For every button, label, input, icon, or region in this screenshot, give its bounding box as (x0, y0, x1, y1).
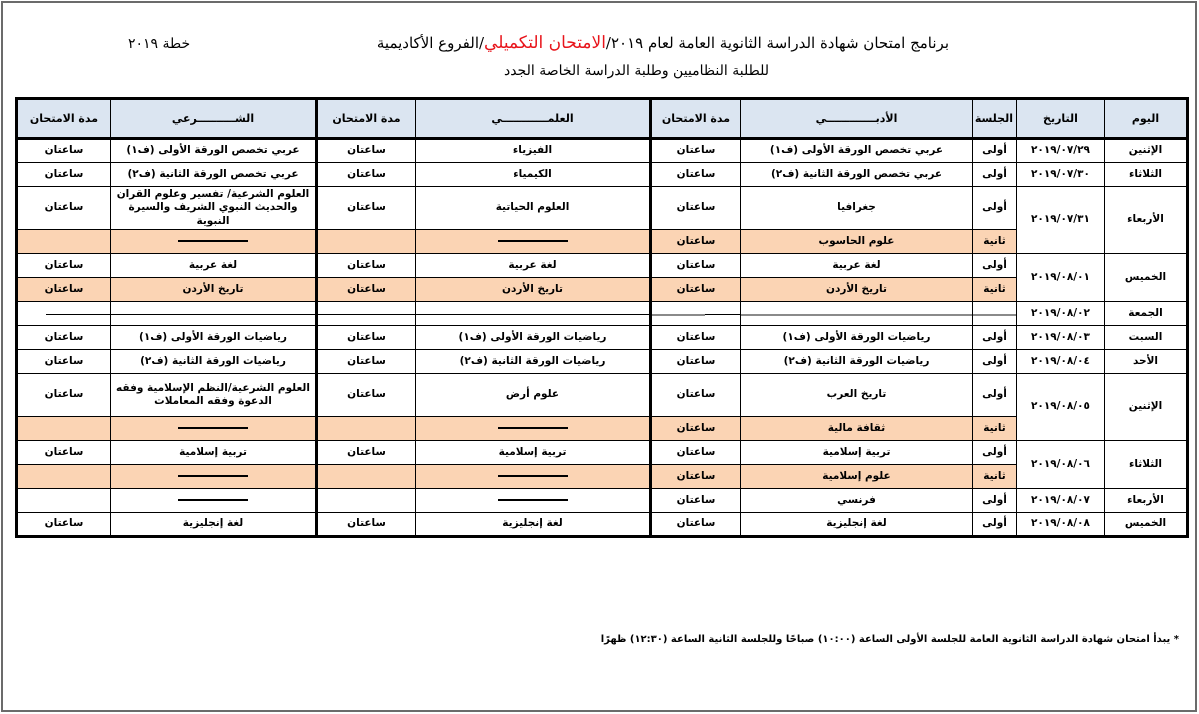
col-header-sharia: الشــــــــــرعي (111, 99, 317, 139)
title-block (0, 0, 1199, 95)
sharia-cell: عربي تخصص الورقة الأولى (ف١) (111, 139, 317, 163)
day-cell: الثلاثاء (1105, 163, 1188, 187)
day-cell: الجمعة (1105, 302, 1188, 326)
literary-cell: رياضيات الورقة الثانية (ف٢) (741, 350, 973, 374)
page-title (377, 33, 949, 53)
duration-cell: ساعتان (17, 278, 111, 302)
sharia-cell: العلوم الشرعية/النظم الإسلامية وفقه الدعوة وفقه المعاملات (111, 374, 317, 417)
scientific-cell: العلوم الحياتية (416, 187, 651, 230)
plan-label: خطة ٢٠١٩ (128, 36, 191, 52)
literary-cell (741, 302, 973, 326)
table-row (17, 326, 1188, 350)
literary-cell: لغة إنجليزية (741, 513, 973, 537)
date-cell: ٢٠١٩/٠٨/٠٦ (1017, 441, 1105, 489)
duration-cell: ساعتان (651, 187, 741, 230)
col-header-day: اليوم (1105, 99, 1188, 139)
col-header-sharia-duration: مدة الامتحان (17, 99, 111, 139)
literary-cell: جغرافيا (741, 187, 973, 230)
day-cell: الأربعاء (1105, 489, 1188, 513)
empty-dash (178, 427, 248, 429)
sharia-cell (111, 489, 317, 513)
table-header-row (17, 99, 1188, 139)
session-cell: أولى (973, 163, 1017, 187)
duration-cell: ساعتان (317, 513, 416, 537)
duration-cell: ساعتان (317, 326, 416, 350)
sharia-cell: عربي تخصص الورقة الثانية (ف٢) (111, 163, 317, 187)
day-cell: السبت (1105, 326, 1188, 350)
empty-dash (498, 499, 568, 501)
session-cell: ثانية (973, 417, 1017, 441)
duration-cell: ساعتان (317, 254, 416, 278)
col-header-scientific: العلمــــــــــــي (416, 99, 651, 139)
date-cell: ٢٠١٩/٠٨/٠٣ (1017, 326, 1105, 350)
scientific-cell (416, 417, 651, 441)
literary-cell: لغة عربية (741, 254, 973, 278)
literary-cell: تاريخ الأردن (741, 278, 973, 302)
duration-cell (317, 465, 416, 489)
duration-cell (651, 302, 741, 326)
literary-cell: تربية إسلامية (741, 441, 973, 465)
scientific-cell: تاريخ الأردن (416, 278, 651, 302)
scientific-cell (416, 302, 651, 326)
duration-cell: ساعتان (651, 489, 741, 513)
empty-dash (178, 240, 248, 242)
sharia-cell: تربية إسلامية (111, 441, 317, 465)
scientific-cell: الفيزياء (416, 139, 651, 163)
session-cell: أولى (973, 374, 1017, 417)
duration-cell: ساعتان (17, 163, 111, 187)
duration-cell: ساعتان (651, 374, 741, 417)
scientific-cell: علوم أرض (416, 374, 651, 417)
no-exam-line (973, 314, 1016, 316)
date-cell: ٢٠١٩/٠٧/٢٩ (1017, 139, 1105, 163)
duration-cell: ساعتان (317, 350, 416, 374)
literary-cell: ثقافة مالية (741, 417, 973, 441)
duration-cell (317, 489, 416, 513)
no-exam-line (46, 314, 110, 315)
date-cell: ٢٠١٩/٠٨/٠٤ (1017, 350, 1105, 374)
scientific-cell (416, 465, 651, 489)
duration-cell: ساعتان (17, 254, 111, 278)
table-row (17, 278, 1188, 302)
session-cell: أولى (973, 513, 1017, 537)
session-cell: أولى (973, 489, 1017, 513)
col-header-scientific-duration: مدة الامتحان (317, 99, 416, 139)
duration-cell: ساعتان (317, 187, 416, 230)
table-row (17, 163, 1188, 187)
duration-cell: ساعتان (317, 163, 416, 187)
duration-cell: ساعتان (651, 417, 741, 441)
no-exam-line (416, 314, 649, 315)
duration-cell: ساعتان (317, 139, 416, 163)
duration-cell: ساعتان (651, 278, 741, 302)
empty-dash (498, 427, 568, 429)
session-cell: أولى (973, 254, 1017, 278)
table-row (17, 374, 1188, 417)
duration-cell: ساعتان (17, 513, 111, 537)
duration-cell (17, 230, 111, 254)
literary-cell: فرنسي (741, 489, 973, 513)
sharia-cell (111, 417, 317, 441)
no-exam-line (652, 314, 705, 316)
day-cell: الأحد (1105, 350, 1188, 374)
sharia-cell: تاريخ الأردن (111, 278, 317, 302)
title-accent: الامتحان التكميلي (484, 33, 606, 53)
duration-cell (317, 302, 416, 326)
table-row (17, 230, 1188, 254)
no-exam-line (741, 314, 972, 316)
table-row (17, 139, 1188, 163)
session-cell: ثانية (973, 230, 1017, 254)
duration-cell (317, 417, 416, 441)
duration-cell: ساعتان (317, 441, 416, 465)
literary-cell: رياضيات الورقة الأولى (ف١) (741, 326, 973, 350)
sharia-cell: رياضيات الورقة الثانية (ف٢) (111, 350, 317, 374)
sharia-cell: لغة إنجليزية (111, 513, 317, 537)
day-cell: الخميس (1105, 513, 1188, 537)
duration-cell: ساعتان (17, 350, 111, 374)
no-exam-line (705, 314, 740, 315)
scientific-cell: رياضيات الورقة الأولى (ف١) (416, 326, 651, 350)
sharia-cell: رياضيات الورقة الأولى (ف١) (111, 326, 317, 350)
duration-cell: ساعتان (17, 326, 111, 350)
title-part1: برنامج امتحان شهادة الدراسة الثانوية العامة لعام ٢٠١٩/ (605, 34, 949, 52)
col-header-literary: الأدبـــــــــــــي (741, 99, 973, 139)
no-exam-line (111, 314, 315, 315)
duration-cell: ساعتان (651, 163, 741, 187)
session-cell (973, 302, 1017, 326)
sharia-cell: العلوم الشرعية/ تفسير وعلوم القران والحديث النبوي الشريف والسيرة النبوية (111, 187, 317, 230)
duration-cell: ساعتان (17, 139, 111, 163)
table-row (17, 489, 1188, 513)
no-exam-line (318, 314, 415, 315)
empty-dash (498, 240, 568, 242)
table-row (17, 187, 1188, 230)
session-cell: ثانية (973, 278, 1017, 302)
duration-cell (17, 417, 111, 441)
table-row (17, 417, 1188, 441)
table-row-friday (17, 302, 1188, 326)
table-row (17, 513, 1188, 537)
literary-cell: عربي تخصص الورقة الأولى (ف١) (741, 139, 973, 163)
table-row (17, 350, 1188, 374)
session-cell: أولى (973, 139, 1017, 163)
empty-dash (498, 475, 568, 477)
exam-schedule-table (15, 97, 1189, 538)
scientific-cell: الكيمياء (416, 163, 651, 187)
day-cell: الإثنين (1105, 139, 1188, 163)
duration-cell: ساعتان (651, 350, 741, 374)
duration-cell: ساعتان (651, 465, 741, 489)
scientific-cell: لغة إنجليزية (416, 513, 651, 537)
col-header-literary-duration: مدة الامتحان (651, 99, 741, 139)
footnote: * يبدأ امتحان شهادة الدراسة الثانوية العامة للجلسة الأولى الساعة (١٠:٠٠) صباحًا وللجلسة الثانية الساعة (١٢:٣٠) ظهرًا (600, 634, 1179, 645)
scientific-cell: لغة عربية (416, 254, 651, 278)
empty-dash (178, 499, 248, 501)
session-cell: أولى (973, 350, 1017, 374)
title-part2: /الفروع الأكاديمية (376, 34, 485, 52)
table-row (17, 465, 1188, 489)
duration-cell (317, 230, 416, 254)
date-cell: ٢٠١٩/٠٨/٠٨ (1017, 513, 1105, 537)
duration-cell: ساعتان (317, 278, 416, 302)
day-cell: الأربعاء (1105, 187, 1188, 254)
literary-cell: علوم الحاسوب (741, 230, 973, 254)
scientific-cell: تربية إسلامية (416, 441, 651, 465)
empty-dash (178, 475, 248, 477)
page-subtitle: للطلبة النظاميين وطلبة الدراسة الخاصة الجدد (503, 63, 769, 79)
duration-cell: ساعتان (651, 254, 741, 278)
duration-cell (17, 302, 111, 326)
session-cell: أولى (973, 187, 1017, 230)
col-header-date: التاريخ (1017, 99, 1105, 139)
day-cell: الإثنين (1105, 374, 1188, 441)
duration-cell: ساعتان (651, 139, 741, 163)
sharia-cell (111, 302, 317, 326)
date-cell: ٢٠١٩/٠٨/٠٢ (1017, 302, 1105, 326)
duration-cell: ساعتان (651, 513, 741, 537)
sharia-cell (111, 465, 317, 489)
duration-cell (17, 465, 111, 489)
duration-cell: ساعتان (651, 230, 741, 254)
sharia-cell (111, 230, 317, 254)
literary-cell: علوم إسلامية (741, 465, 973, 489)
scientific-cell: رياضيات الورقة الثانية (ف٢) (416, 350, 651, 374)
session-cell: أولى (973, 441, 1017, 465)
day-cell: الثلاثاء (1105, 441, 1188, 489)
duration-cell: ساعتان (17, 187, 111, 230)
sharia-cell: لغة عربية (111, 254, 317, 278)
duration-cell (17, 489, 111, 513)
table-row (17, 441, 1188, 465)
date-cell: ٢٠١٩/٠٧/٣٠ (1017, 163, 1105, 187)
date-cell: ٢٠١٩/٠٨/٠١ (1017, 254, 1105, 302)
scientific-cell (416, 230, 651, 254)
duration-cell: ساعتان (651, 326, 741, 350)
literary-cell: تاريخ العرب (741, 374, 973, 417)
day-cell: الخميس (1105, 254, 1188, 302)
duration-cell: ساعتان (17, 441, 111, 465)
col-header-session: الجلسة (973, 99, 1017, 139)
duration-cell: ساعتان (17, 374, 111, 417)
scientific-cell (416, 489, 651, 513)
date-cell: ٢٠١٩/٠٨/٠٧ (1017, 489, 1105, 513)
duration-cell: ساعتان (651, 441, 741, 465)
session-cell: ثانية (973, 465, 1017, 489)
date-cell: ٢٠١٩/٠٨/٠٥ (1017, 374, 1105, 441)
session-cell: أولى (973, 326, 1017, 350)
date-cell: ٢٠١٩/٠٧/٣١ (1017, 187, 1105, 254)
literary-cell: عربي تخصص الورقة الثانية (ف٢) (741, 163, 973, 187)
duration-cell: ساعتان (317, 374, 416, 417)
table-row (17, 254, 1188, 278)
